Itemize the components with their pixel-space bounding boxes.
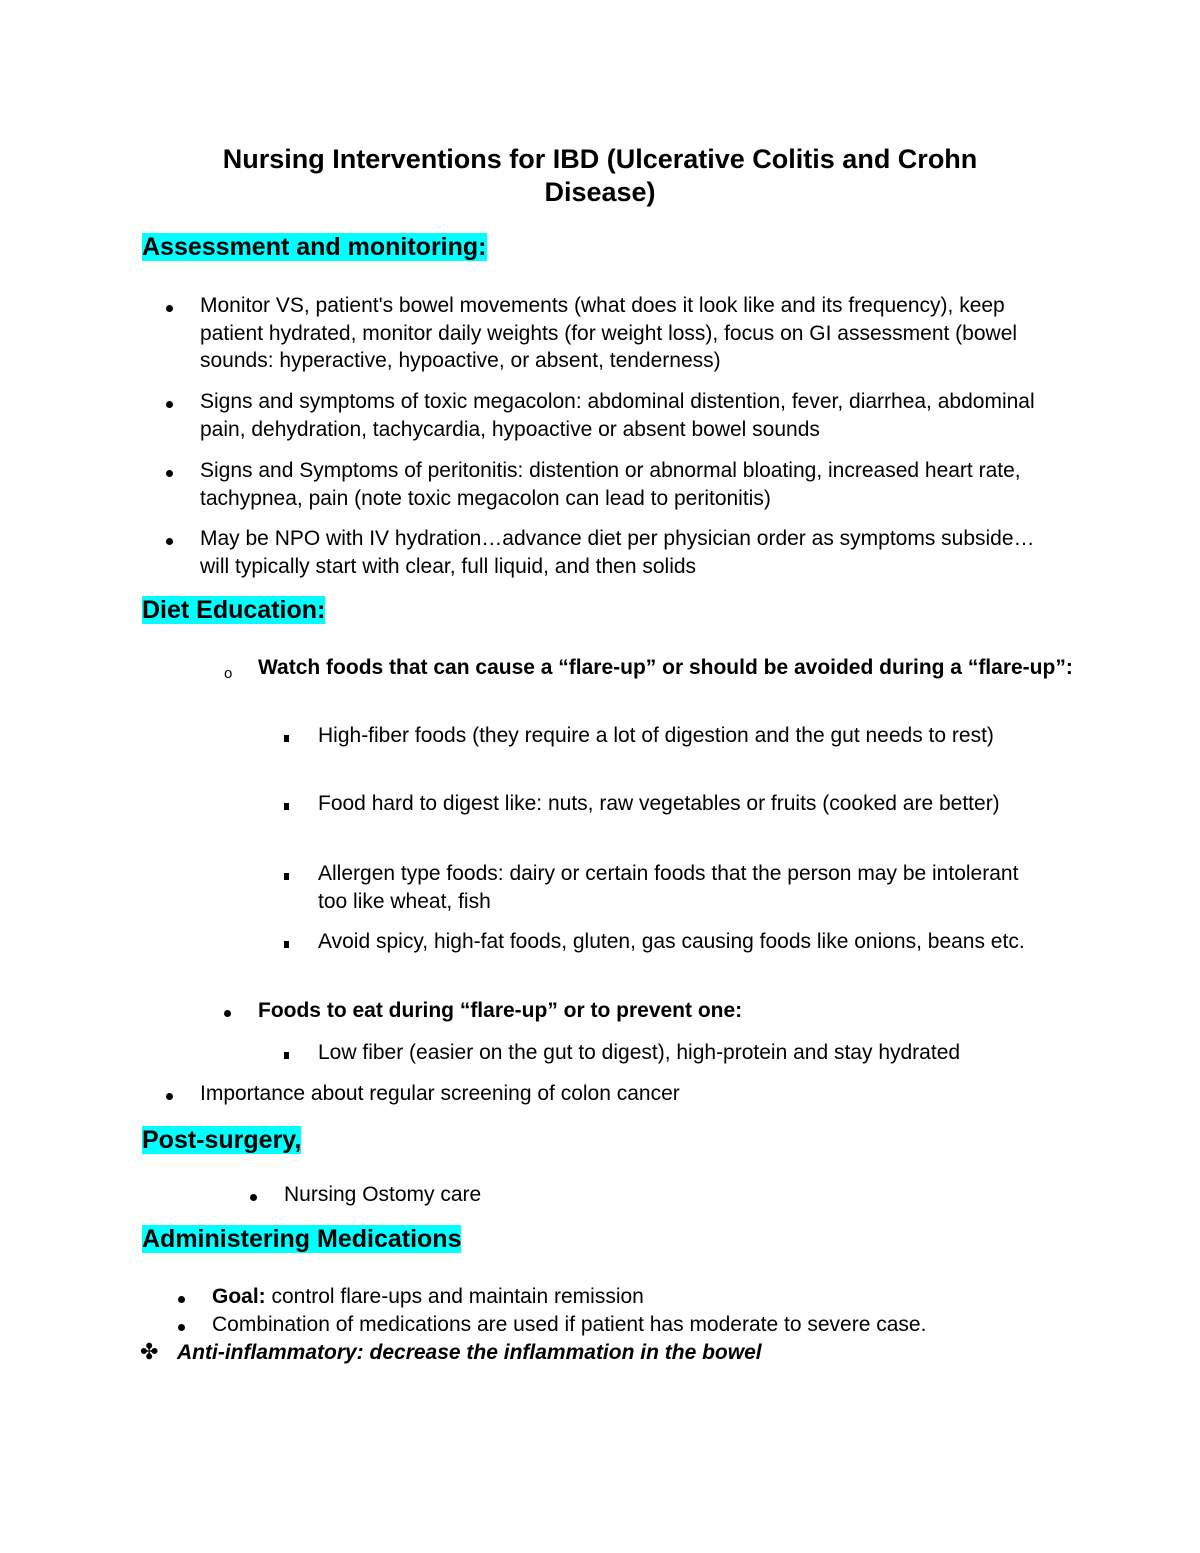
- assessment-heading-text: Assessment and monitoring:: [142, 233, 487, 261]
- square-bullet-icon: [284, 722, 289, 750]
- medications-heading: [140, 1223, 464, 1255]
- list-item: Avoid spicy, high-fat foods, gluten, gas causing foods like onions, beans etc.: [318, 930, 1025, 953]
- list-item: Allergen type foods: dairy or certain foods that the person may be intolerant too like wheat, fish: [318, 862, 1019, 913]
- bullet-icon: [166, 388, 173, 416]
- list-item: Food hard to digest like: nuts, raw vegetables or fruits (cooked are better): [318, 792, 1000, 815]
- bullet-icon: [166, 292, 173, 320]
- list-item: High-fiber foods (they require a lot of digestion and the gut needs to rest): [318, 724, 994, 747]
- page-title: [140, 143, 1060, 209]
- bullet-icon: [166, 525, 173, 553]
- bullet-icon: [224, 997, 231, 1025]
- bullet-icon: [178, 1283, 185, 1311]
- goal-text: control flare-ups and maintain remission: [265, 1285, 644, 1308]
- post-surgery-heading: [140, 1124, 304, 1156]
- title-line-1: Nursing Interventions for IBD (Ulcerative Colitis and Crohn: [222, 144, 978, 174]
- diet-heading: [140, 594, 328, 626]
- diamond-star-icon: ✤: [140, 1339, 159, 1364]
- square-bullet-icon: [284, 928, 289, 956]
- post-surgery-heading-text: Post-surgery,: [142, 1126, 302, 1154]
- square-bullet-icon: [284, 790, 289, 818]
- list-item: Monitor VS, patient's bowel movements (what does it look like and its frequency), keep patient hydrated, monitor daily weights (for weight loss), focus on GI assessment (bowel sounds: hyperactive, hypoactive, or absent, tenderness): [200, 294, 1018, 372]
- bullet-icon: [166, 457, 173, 485]
- bullet-icon: [250, 1181, 257, 1209]
- list-item: Nursing Ostomy care: [284, 1183, 482, 1206]
- title-line-2: Disease): [544, 177, 656, 207]
- bullet-icon: [166, 1080, 173, 1108]
- screening-item: Importance about regular screening of colon cancer: [200, 1082, 680, 1105]
- diet-heading-text: Diet Education:: [142, 596, 326, 624]
- goal-label: Goal:: [212, 1285, 266, 1308]
- bullet-icon: [178, 1311, 185, 1339]
- watch-foods-label: Watch foods that can cause a “flare-up” or should be avoided during a “flare-up”:: [258, 656, 1073, 679]
- square-bullet-icon: [284, 1039, 289, 1067]
- assessment-heading: [140, 231, 490, 263]
- eat-foods-label: Foods to eat during “flare-up” or to prevent one:: [258, 999, 743, 1022]
- list-item: Signs and Symptoms of peritonitis: distention or abnormal bloating, increased heart rate, tachypnea, pain (note toxic megacolon can lead to peritonitis): [200, 459, 1021, 510]
- list-item: Low fiber (easier on the gut to digest), high-protein and stay hydrated: [318, 1041, 961, 1064]
- circle-bullet-icon: o: [224, 665, 233, 682]
- combination-item: Combination of medications are used if patient has moderate to severe case.: [212, 1313, 927, 1336]
- anti-inflammatory-item: Anti-inflammatory: decrease the inflammation in the bowel: [177, 1341, 762, 1364]
- medications-heading-text: Administering Medications: [142, 1225, 462, 1253]
- list-item: May be NPO with IV hydration…advance diet per physician order as symptoms subside…will typically start with clear, full liquid, and then solids: [200, 527, 1035, 578]
- square-bullet-icon: [284, 860, 289, 888]
- list-item: Signs and symptoms of toxic megacolon: abdominal distention, fever, diarrhea, abdominal pain, dehydration, tachycardia, hypoactive or absent bowel sounds: [200, 390, 1035, 441]
- goal-item: [212, 1283, 1062, 1311]
